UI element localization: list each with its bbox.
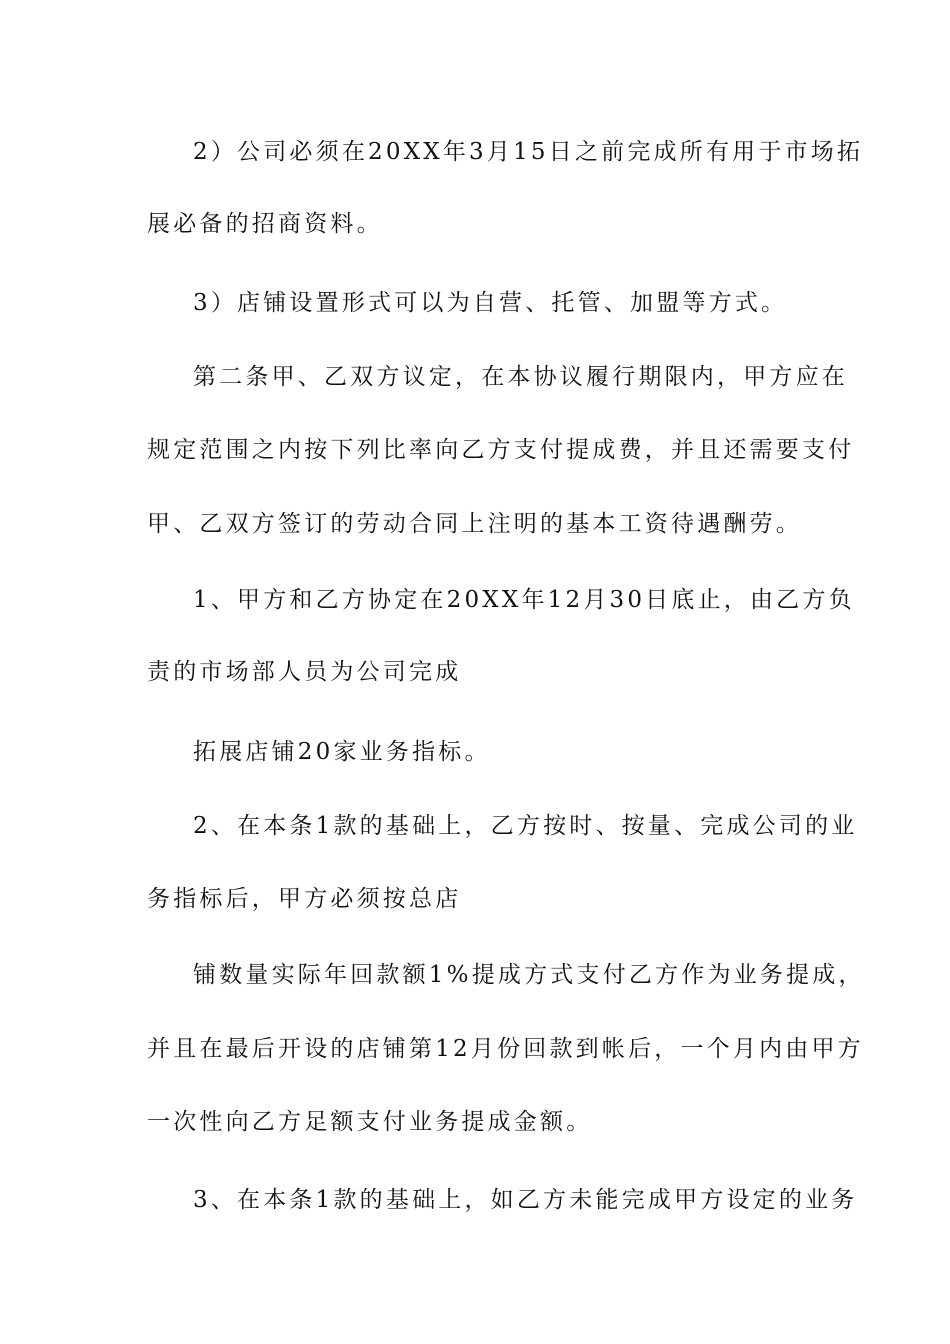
text-line: 3、在本条1款的基础上，如乙方未能完成甲方设定的业务	[193, 1187, 858, 1213]
text-line: 拓展店铺20家业务指标。	[193, 739, 491, 765]
text-line: 一次性向乙方足额支付业务提成金额。	[147, 1109, 593, 1135]
text-line: 展必备的招商资料。	[147, 211, 383, 237]
text-line: 1、甲方和乙方协定在20XX年12月30日底止，由乙方负	[193, 587, 855, 613]
text-line: 2、在本条1款的基础上，乙方按时、按量、完成公司的业	[193, 813, 858, 839]
text-line: 责的市场部人员为公司完成	[147, 659, 462, 685]
text-line: 铺数量实际年回款额1%提成方式支付乙方作为业务提成，	[193, 962, 865, 988]
text-line: 并且在最后开设的店铺第12月份回款到帐后，一个月内由甲方	[147, 1036, 864, 1062]
text-line: 规定范围之内按下列比率向乙方支付提成费，并且还需要支付	[147, 437, 855, 463]
text-line: 甲、乙双方签订的劳动合同上注明的基本工资待遇酬劳。	[147, 511, 802, 537]
text-line: 务指标后，甲方必须按总店	[147, 886, 462, 912]
text-line: 2）公司必须在20XX年3月15日之前完成所有用于市场拓	[193, 139, 864, 165]
text-line: 第二条甲、乙双方议定，在本协议履行期限内，甲方应在	[193, 364, 848, 390]
text-line: 3）店铺设置形式可以为自营、托管、加盟等方式。	[193, 290, 788, 316]
